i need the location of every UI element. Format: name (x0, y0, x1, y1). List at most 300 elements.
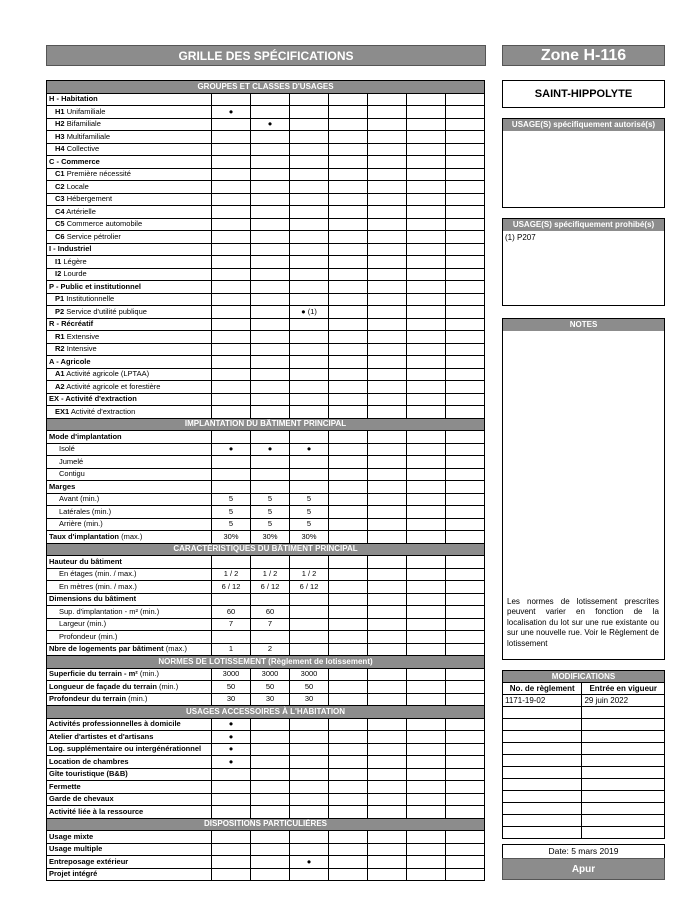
grid-cell (407, 106, 446, 119)
grid-cell (251, 268, 290, 281)
grid-cell (407, 768, 446, 781)
group-row (47, 356, 487, 369)
grid-cell (446, 406, 485, 419)
grid-row (47, 743, 487, 756)
row-label (47, 843, 212, 856)
row-label-main: Garde de chevaux (49, 794, 114, 804)
grid-cell (368, 381, 407, 394)
grid-row (47, 181, 487, 194)
grid-cell (290, 131, 329, 144)
grid-cell (446, 343, 485, 356)
class-name: Activité d'extraction (70, 406, 136, 416)
grid-cell: 6 / 12 (212, 581, 251, 594)
grid-cell (212, 468, 251, 481)
prohibited-uses-box (502, 218, 665, 306)
grid-cell (251, 806, 290, 819)
mods-effective-cell (582, 779, 665, 791)
grid-row (47, 781, 487, 794)
grid-cell (329, 568, 368, 581)
grid-row (47, 206, 487, 219)
class-code: H4 (55, 144, 65, 154)
class-name: Extensive (66, 331, 100, 341)
grid-cell: 3000 (212, 668, 251, 681)
grid-cell (290, 631, 329, 644)
grid-row (47, 693, 487, 706)
grid-cell: 30 (290, 693, 329, 706)
section-title: USAGES ACCESSOIRES À L'HABITATION (47, 706, 485, 719)
grid-row (47, 168, 487, 181)
class-name: Institutionnelle (66, 294, 115, 304)
row-label (47, 406, 212, 419)
row-label: Largeur (min.) (47, 618, 212, 631)
spacer (485, 781, 487, 794)
grid-cell (329, 593, 368, 606)
row-label: Mode d'implantation (47, 431, 212, 444)
row-label-suffix: (max.) (118, 531, 143, 541)
grid-cell (329, 493, 368, 506)
spacer (485, 643, 487, 656)
class-code: C5 (55, 219, 65, 229)
grid-cell (407, 256, 446, 269)
grid-cell (251, 406, 290, 419)
grid-cell (251, 356, 290, 369)
grid-cell: ● (212, 743, 251, 756)
grid-cell (290, 193, 329, 206)
grid-cell (251, 218, 290, 231)
grid-cell (329, 443, 368, 456)
grid-cell (407, 731, 446, 744)
grid-cell (368, 718, 407, 731)
class-code: R2 (55, 344, 65, 354)
grid-cell (290, 593, 329, 606)
spacer (485, 418, 487, 431)
grid-cell (368, 556, 407, 569)
class-code: A1 (55, 369, 65, 379)
grid-cell (368, 443, 407, 456)
grid-cell: 5 (251, 493, 290, 506)
grid-cell (407, 268, 446, 281)
grid-cell (368, 593, 407, 606)
grid-cell (368, 518, 407, 531)
grid-cell (329, 756, 368, 769)
grid-cell (407, 718, 446, 731)
row-label: R - Récréatif (47, 318, 212, 331)
grid-row (47, 681, 487, 694)
row-label-main: Atelier d'artistes et d'artisans (49, 731, 154, 741)
grid-cell (251, 481, 290, 494)
date-label: Date: 5 mars 2019 (502, 844, 665, 859)
grid-cell (407, 306, 446, 319)
grid-cell (446, 681, 485, 694)
grid-cell (368, 318, 407, 331)
grid-cell (368, 306, 407, 319)
row-label (47, 343, 212, 356)
grid-cell (446, 856, 485, 869)
grid-cell (368, 568, 407, 581)
grid-cell (290, 768, 329, 781)
grid-row (47, 668, 487, 681)
spacer (485, 556, 487, 569)
grid-cell (212, 318, 251, 331)
group-row (47, 281, 487, 294)
class-name: Artérielle (66, 206, 96, 216)
class-code: C4 (55, 206, 65, 216)
grid-cell (446, 868, 485, 881)
grid-cell: 5 (212, 506, 251, 519)
spacer (485, 543, 487, 556)
mods-col-effective: Entrée en vigueur (582, 683, 665, 695)
row-label (47, 306, 212, 319)
modifications-table (502, 670, 665, 839)
grid-cell (290, 243, 329, 256)
grid-cell (368, 193, 407, 206)
row-label: Marges (47, 481, 212, 494)
grid-cell (446, 431, 485, 444)
grid-cell (407, 293, 446, 306)
grid-cell (446, 568, 485, 581)
mods-regulation-cell (503, 815, 582, 827)
mods-row (503, 827, 665, 839)
row-label (47, 181, 212, 194)
authorized-uses-text (503, 131, 664, 135)
spacer (485, 106, 487, 119)
grid-cell (329, 743, 368, 756)
grid-cell (446, 768, 485, 781)
grid-cell (368, 356, 407, 369)
row-label: EX - Activité d'extraction (47, 393, 212, 406)
grid-cell (446, 381, 485, 394)
mods-regulation-cell (503, 707, 582, 719)
grid-cell (212, 93, 251, 106)
grid-cell (251, 793, 290, 806)
row-label (47, 668, 212, 681)
grid-cell (407, 131, 446, 144)
grid-cell (329, 143, 368, 156)
grid-cell: 30% (212, 531, 251, 544)
grid-cell (329, 93, 368, 106)
grid-cell (368, 631, 407, 644)
grid-cell (290, 368, 329, 381)
grid-row (47, 381, 487, 394)
grid-row (47, 731, 487, 744)
row-label: A - Agricole (47, 356, 212, 369)
row-label-main: Fermette (49, 781, 81, 791)
row-label (47, 168, 212, 181)
grid-cell (446, 281, 485, 294)
grid-cell (407, 218, 446, 231)
grid-cell (446, 456, 485, 469)
grid-row (47, 868, 487, 881)
row-label-main: Longueur de façade du terrain (49, 681, 157, 691)
grid-cell (212, 781, 251, 794)
grid-cell (251, 256, 290, 269)
grid-cell (329, 181, 368, 194)
grid-cell (446, 793, 485, 806)
grid-cell (407, 243, 446, 256)
row-label: I - Industriel (47, 243, 212, 256)
mods-regulation-cell (503, 767, 582, 779)
authorized-uses-title: USAGE(S) spécifiquement autorisé(s) (503, 119, 664, 131)
grid-cell (368, 143, 407, 156)
grid-cell (368, 843, 407, 856)
spacer (485, 693, 487, 706)
grid-cell (446, 118, 485, 131)
grid-cell (212, 456, 251, 469)
spacer (485, 193, 487, 206)
spacer (485, 318, 487, 331)
grid-cell (446, 618, 485, 631)
grid-cell: ● (251, 118, 290, 131)
row-label-suffix: (min.) (137, 669, 160, 679)
grid-cell (368, 506, 407, 519)
grid-cell (329, 131, 368, 144)
mods-row (503, 695, 665, 707)
grid-cell (251, 856, 290, 869)
grid-cell (368, 731, 407, 744)
grid-cell (446, 481, 485, 494)
grid-cell (407, 381, 446, 394)
grid-cell (212, 393, 251, 406)
grid-cell (368, 181, 407, 194)
class-name: Activité agricole (LPTAA) (66, 369, 150, 379)
grid-cell (251, 193, 290, 206)
grid-row (47, 631, 487, 644)
section-header (47, 706, 487, 719)
grid-cell (407, 356, 446, 369)
spacer (485, 468, 487, 481)
spacer (485, 443, 487, 456)
grid-cell (251, 781, 290, 794)
spacer (485, 631, 487, 644)
grid-cell (368, 343, 407, 356)
class-code: C6 (55, 231, 65, 241)
grid-cell (368, 793, 407, 806)
grid-cell: ● (290, 443, 329, 456)
row-label (47, 106, 212, 119)
grid-cell (290, 806, 329, 819)
group-row (47, 431, 487, 444)
row-label (47, 768, 212, 781)
grid-cell (290, 793, 329, 806)
grid-row (47, 256, 487, 269)
grid-cell (212, 293, 251, 306)
grid-row (47, 568, 487, 581)
grid-cell (329, 843, 368, 856)
group-row (47, 156, 487, 169)
mods-row (503, 791, 665, 803)
row-label (47, 206, 212, 219)
spacer (485, 606, 487, 619)
grid-cell (251, 718, 290, 731)
grid-row (47, 468, 487, 481)
grid-cell (212, 306, 251, 319)
grid-cell (446, 606, 485, 619)
zone-title: Zone H-116 (502, 45, 665, 66)
grid-cell: ● (212, 718, 251, 731)
row-label: Hauteur du bâtiment (47, 556, 212, 569)
grid-cell (446, 556, 485, 569)
section-header (47, 818, 487, 831)
grid-cell (212, 193, 251, 206)
spacer (485, 256, 487, 269)
class-code: EX1 (55, 406, 70, 416)
grid-cell (407, 431, 446, 444)
grid-cell (407, 793, 446, 806)
grid-cell (212, 368, 251, 381)
grid-cell (407, 693, 446, 706)
grid-row (47, 606, 487, 619)
grid-cell (407, 193, 446, 206)
grid-cell (212, 231, 251, 244)
grid-cell (407, 631, 446, 644)
spacer (485, 231, 487, 244)
row-label (47, 368, 212, 381)
grid-cell (329, 431, 368, 444)
group-row (47, 556, 487, 569)
grid-cell (446, 318, 485, 331)
grid-cell (290, 168, 329, 181)
spacer (485, 406, 487, 419)
grid-cell (212, 868, 251, 881)
mods-regulation-cell: 1171-19-02 (503, 695, 582, 707)
row-label (47, 731, 212, 744)
grid-cell (368, 831, 407, 844)
grid-cell: ● (212, 731, 251, 744)
grid-cell (329, 456, 368, 469)
grid-cell (407, 93, 446, 106)
grid-row (47, 581, 487, 594)
grid-cell (290, 781, 329, 794)
grid-cell (446, 493, 485, 506)
spacer (485, 656, 487, 669)
grid-cell (368, 231, 407, 244)
grid-cell: ● (290, 856, 329, 869)
spacer (485, 268, 487, 281)
grid-row (47, 106, 487, 119)
grid-cell (212, 481, 251, 494)
grid-cell (368, 743, 407, 756)
spacer (485, 531, 487, 544)
class-name: Commerce automobile (66, 219, 143, 229)
grid-cell (368, 643, 407, 656)
spacer (485, 856, 487, 869)
notes-title: NOTES (503, 319, 664, 331)
grid-cell (251, 431, 290, 444)
grid-cell: 60 (251, 606, 290, 619)
grid-cell (446, 643, 485, 656)
grid-row (47, 531, 487, 544)
mods-effective-cell (582, 731, 665, 743)
mods-effective-cell (582, 791, 665, 803)
spacer (485, 181, 487, 194)
grid-cell (407, 643, 446, 656)
grid-row (47, 118, 487, 131)
group-row (47, 393, 487, 406)
class-code: H3 (55, 131, 65, 141)
group-row (47, 481, 487, 494)
grid-cell (290, 118, 329, 131)
row-label: Contigu (47, 468, 212, 481)
grid-cell (446, 518, 485, 531)
group-row (47, 93, 487, 106)
row-label-main: Nbre de logements par bâtiment (49, 644, 164, 654)
grid-cell (407, 481, 446, 494)
grid-cell (290, 268, 329, 281)
grid-cell (329, 218, 368, 231)
class-name: Service pétrolier (66, 231, 121, 241)
spacer (485, 206, 487, 219)
mods-col-regulation: No. de règlement (503, 683, 582, 695)
grid-cell (251, 393, 290, 406)
grid-cell (368, 756, 407, 769)
grid-cell (329, 731, 368, 744)
grid-cell (329, 831, 368, 844)
row-label: H - Habitation (47, 93, 212, 106)
spacer (485, 131, 487, 144)
grid-cell (368, 331, 407, 344)
grid-cell (290, 106, 329, 119)
section-header (47, 656, 487, 669)
prohibited-uses-text: (1) P207 (505, 233, 536, 242)
spacer (485, 343, 487, 356)
grid-cell (329, 856, 368, 869)
grid-cell (368, 406, 407, 419)
spacer (485, 281, 487, 294)
grid-cell (290, 406, 329, 419)
grid-cell: 30 (251, 693, 290, 706)
grid-cell (251, 181, 290, 194)
grid-cell (329, 793, 368, 806)
grid-row (47, 143, 487, 156)
row-label-suffix: (min.) (156, 681, 179, 691)
row-label: Dimensions du bâtiment (47, 593, 212, 606)
grid-cell (368, 156, 407, 169)
grid-cell (290, 756, 329, 769)
mods-regulation-cell (503, 755, 582, 767)
mods-regulation-cell (503, 779, 582, 791)
grid-row (47, 218, 487, 231)
prohibited-uses-title: USAGE(S) spécifiquement prohibé(s) (503, 219, 664, 231)
row-label: Avant (min.) (47, 493, 212, 506)
grid-cell (407, 156, 446, 169)
grid-cell (290, 218, 329, 231)
grid-row (47, 756, 487, 769)
row-label (47, 718, 212, 731)
grid-cell (212, 381, 251, 394)
mods-row (503, 779, 665, 791)
spacer (485, 306, 487, 319)
section-title: NORMES DE LOTISSEMENT (Règlement de lotissement) (47, 656, 485, 669)
grid-cell (446, 531, 485, 544)
grid-row (47, 306, 487, 319)
spacer (485, 118, 487, 131)
grid-cell (329, 293, 368, 306)
grid-cell: 5 (251, 518, 290, 531)
mods-regulation-cell (503, 743, 582, 755)
grid-cell (407, 806, 446, 819)
grid-cell (446, 731, 485, 744)
grid-cell (290, 868, 329, 881)
row-label: C - Commerce (47, 156, 212, 169)
grid-cell (446, 231, 485, 244)
grid-cell (446, 206, 485, 219)
grid-cell (368, 206, 407, 219)
grid-cell (212, 131, 251, 144)
grid-cell: 5 (290, 518, 329, 531)
grid-cell (368, 531, 407, 544)
spacer (485, 756, 487, 769)
grid-row (47, 493, 487, 506)
